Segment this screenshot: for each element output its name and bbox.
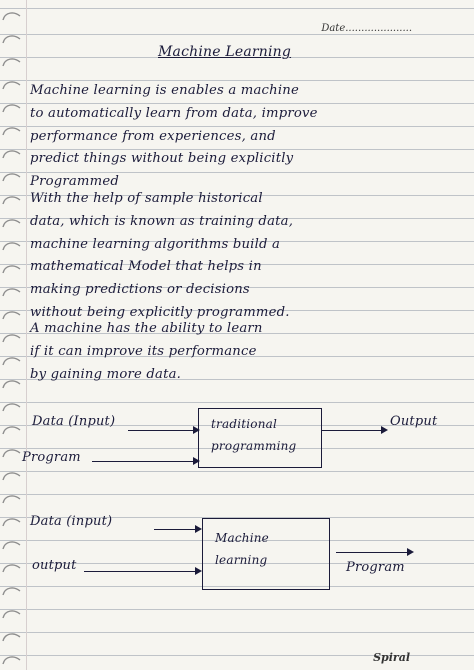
traditional-programming-box <box>198 408 322 468</box>
diagram2-input-label: Data (input) <box>30 514 113 529</box>
diagram1-program-arrow <box>92 461 198 462</box>
paragraph-line: predict things without being explicitly <box>30 151 294 167</box>
diagram1-input-arrow <box>128 430 198 431</box>
machine-learning-box <box>202 518 330 590</box>
diagram2-input-arrow <box>154 529 200 530</box>
paragraph-line: if it can improve its performance <box>30 343 257 359</box>
diagram2-program-label: Program <box>346 560 405 575</box>
box-line: programming <box>211 439 297 453</box>
diagram2-program-arrow <box>336 552 412 553</box>
paragraph-line: making predictions or decisions <box>30 282 250 298</box>
diagram2-output-label: output <box>32 558 77 573</box>
paragraph-line: by gaining more data. <box>30 366 182 382</box>
paragraph-line: machine learning algorithms build a <box>30 236 281 252</box>
spiral-binding-icon <box>0 0 24 670</box>
diagram1-output-label: Output <box>390 414 438 429</box>
box-line: learning <box>215 553 268 567</box>
paragraph-ability <box>30 318 263 386</box>
box-line: Machine <box>215 531 269 545</box>
paragraph-line: mathematical Model that helps in <box>30 259 262 275</box>
diagram1-program-label: Program <box>22 450 81 465</box>
paragraph-line: With the help of sample historical <box>30 191 263 206</box>
paragraph-line: A machine has the ability to learn <box>30 321 263 336</box>
diagram1-input-label: Data (Input) <box>32 414 116 429</box>
date-field: Date..................... <box>321 23 412 34</box>
box-line: traditional <box>211 417 278 431</box>
notebook-brand: Spiral <box>373 651 410 664</box>
paragraph-definition <box>30 80 318 194</box>
paragraph-line: data, which is known as training data, <box>30 213 294 229</box>
paragraph-line: performance from experiences, and <box>30 128 276 144</box>
paragraph-line: Machine learning is enables a machine <box>30 83 299 98</box>
paragraph-line: to automatically learn from data, improve <box>30 105 318 121</box>
paragraph-training-data <box>30 188 293 325</box>
diagram1-output-arrow <box>322 430 386 431</box>
margin-line <box>26 0 27 670</box>
note-title: Machine Learning <box>158 44 292 60</box>
paragraph-line: without being explicitly programmed. <box>30 304 290 320</box>
paragraph-line: Programmed <box>30 174 119 190</box>
diagram2-output-arrow <box>84 571 200 572</box>
